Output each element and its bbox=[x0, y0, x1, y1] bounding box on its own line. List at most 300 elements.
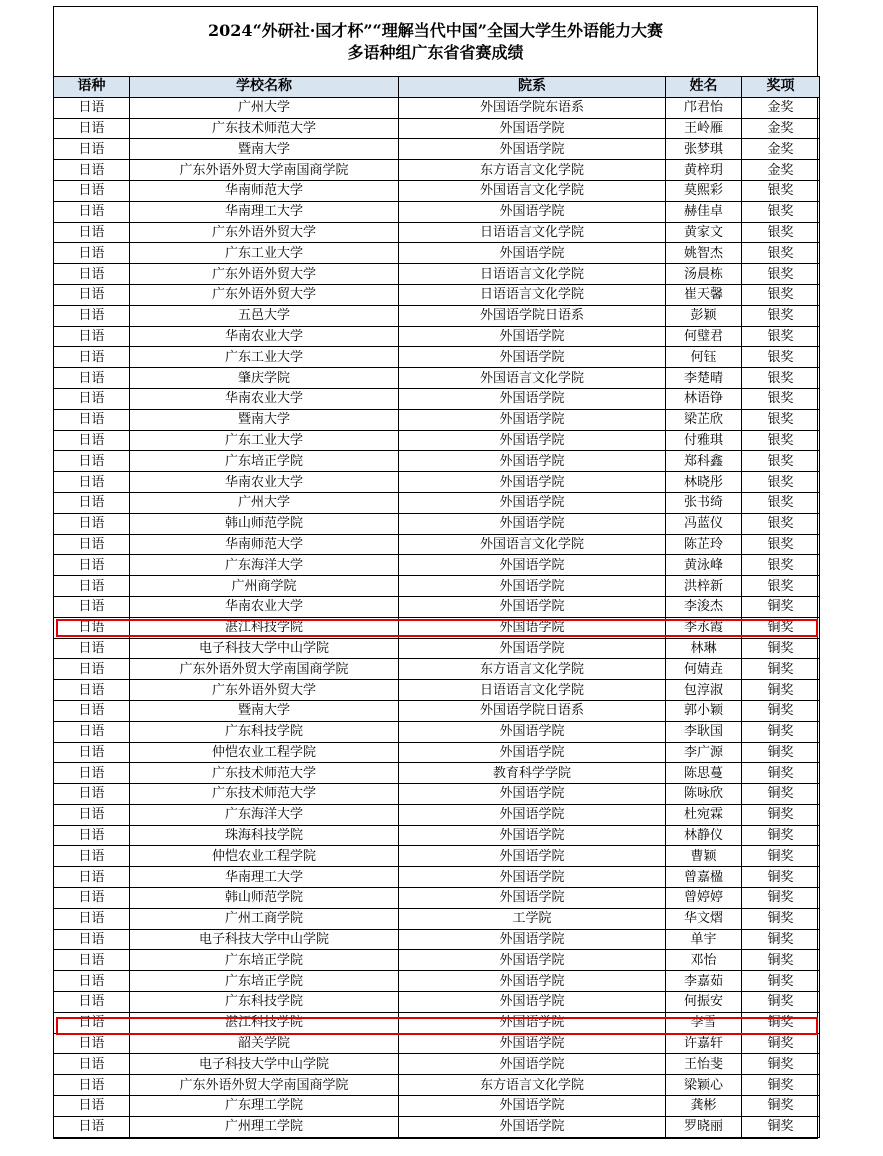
cell-school: 暨南大学 bbox=[130, 139, 399, 160]
cell-name: 邝君怡 bbox=[666, 97, 742, 118]
table-row bbox=[54, 1033, 820, 1054]
table-row bbox=[54, 1116, 820, 1137]
table-row bbox=[54, 992, 820, 1013]
cell-name: 张书绮 bbox=[666, 492, 742, 513]
title-line-1: 2024“外研社·国才杯”“理解当代中国”全国大学生外语能力大赛 bbox=[208, 21, 663, 40]
cell-name: 邓怡 bbox=[666, 950, 742, 971]
table-row bbox=[54, 264, 820, 285]
table-row bbox=[54, 368, 820, 389]
cell-award: 铜奖 bbox=[742, 804, 820, 825]
cell-school: 韩山师范学院 bbox=[130, 513, 399, 534]
cell-school: 广东工业大学 bbox=[130, 243, 399, 264]
cell-school: 广东技术师范大学 bbox=[130, 784, 399, 805]
cell-name: 李嘉茹 bbox=[666, 971, 742, 992]
cell-school: 华南农业大学 bbox=[130, 596, 399, 617]
cell-award: 铜奖 bbox=[742, 971, 820, 992]
cell-name: 李浚杰 bbox=[666, 596, 742, 617]
cell-language: 日语 bbox=[54, 284, 130, 305]
cell-award: 银奖 bbox=[742, 513, 820, 534]
cell-award: 铜奖 bbox=[742, 825, 820, 846]
cell-school: 暨南大学 bbox=[130, 700, 399, 721]
cell-award: 铜奖 bbox=[742, 908, 820, 929]
cell-department: 外国语学院 bbox=[399, 638, 666, 659]
cell-award: 金奖 bbox=[742, 118, 820, 139]
cell-department: 外国语学院 bbox=[399, 888, 666, 909]
cell-department: 外国语学院 bbox=[399, 388, 666, 409]
cell-award: 铜奖 bbox=[742, 1012, 820, 1033]
cell-name: 莫熙彩 bbox=[666, 180, 742, 201]
table-body bbox=[54, 97, 820, 1137]
cell-award: 银奖 bbox=[742, 347, 820, 368]
header-school: 学校名称 bbox=[130, 77, 399, 98]
cell-award: 银奖 bbox=[742, 368, 820, 389]
table-row bbox=[54, 305, 820, 326]
cell-language: 日语 bbox=[54, 929, 130, 950]
cell-name: 许嘉轩 bbox=[666, 1033, 742, 1054]
cell-name: 付雅琪 bbox=[666, 430, 742, 451]
cell-name: 李雪 bbox=[666, 1012, 742, 1033]
cell-award: 铜奖 bbox=[742, 1033, 820, 1054]
cell-award: 银奖 bbox=[742, 534, 820, 555]
cell-department: 日语语言文化学院 bbox=[399, 264, 666, 285]
cell-award: 铜奖 bbox=[742, 1075, 820, 1096]
cell-language: 日语 bbox=[54, 1075, 130, 1096]
cell-department: 教育科学学院 bbox=[399, 763, 666, 784]
cell-award: 银奖 bbox=[742, 201, 820, 222]
cell-department: 外国语学院 bbox=[399, 409, 666, 430]
table-row bbox=[54, 950, 820, 971]
cell-language: 日语 bbox=[54, 180, 130, 201]
cell-school: 广州工商学院 bbox=[130, 908, 399, 929]
table-row bbox=[54, 659, 820, 680]
cell-department: 外国语学院 bbox=[399, 347, 666, 368]
cell-language: 日语 bbox=[54, 846, 130, 867]
table-row bbox=[54, 388, 820, 409]
cell-name: 王怡斐 bbox=[666, 1054, 742, 1075]
cell-school: 广州商学院 bbox=[130, 576, 399, 597]
cell-award: 银奖 bbox=[742, 180, 820, 201]
cell-name: 曾嘉楹 bbox=[666, 867, 742, 888]
cell-name: 黄泳峰 bbox=[666, 555, 742, 576]
cell-school: 广东工业大学 bbox=[130, 347, 399, 368]
cell-award: 铜奖 bbox=[742, 1096, 820, 1117]
cell-department: 外国语学院 bbox=[399, 596, 666, 617]
cell-name: 曹颖 bbox=[666, 846, 742, 867]
header-language: 语种 bbox=[54, 77, 130, 98]
cell-department: 外国语学院日语系 bbox=[399, 700, 666, 721]
cell-award: 银奖 bbox=[742, 409, 820, 430]
cell-language: 日语 bbox=[54, 222, 130, 243]
cell-name: 张梦琪 bbox=[666, 139, 742, 160]
cell-language: 日语 bbox=[54, 118, 130, 139]
table-row bbox=[54, 409, 820, 430]
cell-school: 电子科技大学中山学院 bbox=[130, 1054, 399, 1075]
cell-name: 冯蓝仪 bbox=[666, 513, 742, 534]
cell-school: 广东外语外贸大学 bbox=[130, 264, 399, 285]
cell-department: 外国语学院 bbox=[399, 867, 666, 888]
cell-name: 彭颖 bbox=[666, 305, 742, 326]
cell-language: 日语 bbox=[54, 742, 130, 763]
table-row bbox=[54, 1096, 820, 1117]
title-line-2: 多语种组广东省省赛成绩 bbox=[347, 43, 524, 62]
table-row bbox=[54, 700, 820, 721]
cell-department: 外国语学院 bbox=[399, 513, 666, 534]
cell-name: 李楚晴 bbox=[666, 368, 742, 389]
cell-name: 洪梓新 bbox=[666, 576, 742, 597]
cell-department: 外国语学院 bbox=[399, 784, 666, 805]
cell-award: 铜奖 bbox=[742, 763, 820, 784]
table-row bbox=[54, 1054, 820, 1075]
cell-award: 银奖 bbox=[742, 576, 820, 597]
cell-school: 电子科技大学中山学院 bbox=[130, 638, 399, 659]
table-row bbox=[54, 680, 820, 701]
cell-award: 铜奖 bbox=[742, 721, 820, 742]
cell-name: 黄家文 bbox=[666, 222, 742, 243]
cell-language: 日语 bbox=[54, 430, 130, 451]
cell-department: 外国语学院 bbox=[399, 721, 666, 742]
cell-school: 广州理工学院 bbox=[130, 1116, 399, 1137]
cell-department: 外国语学院 bbox=[399, 139, 666, 160]
table-row bbox=[54, 555, 820, 576]
cell-language: 日语 bbox=[54, 617, 130, 638]
cell-award: 铜奖 bbox=[742, 929, 820, 950]
cell-department: 外国语学院 bbox=[399, 451, 666, 472]
cell-department: 外国语言文化学院 bbox=[399, 180, 666, 201]
cell-department: 外国语学院日语系 bbox=[399, 305, 666, 326]
cell-award: 铜奖 bbox=[742, 950, 820, 971]
cell-language: 日语 bbox=[54, 139, 130, 160]
cell-name: 梁颖心 bbox=[666, 1075, 742, 1096]
cell-name: 单宇 bbox=[666, 929, 742, 950]
cell-name: 何璧君 bbox=[666, 326, 742, 347]
cell-department: 外国语学院 bbox=[399, 555, 666, 576]
cell-department: 外国语学院 bbox=[399, 472, 666, 493]
cell-language: 日语 bbox=[54, 1012, 130, 1033]
cell-department: 日语语言文化学院 bbox=[399, 222, 666, 243]
table-row bbox=[54, 784, 820, 805]
cell-language: 日语 bbox=[54, 659, 130, 680]
cell-award: 银奖 bbox=[742, 388, 820, 409]
cell-name: 龚彬 bbox=[666, 1096, 742, 1117]
cell-language: 日语 bbox=[54, 680, 130, 701]
cell-award: 银奖 bbox=[742, 555, 820, 576]
cell-school: 广东技术师范大学 bbox=[130, 763, 399, 784]
cell-department: 外国语学院 bbox=[399, 1096, 666, 1117]
cell-language: 日语 bbox=[54, 1033, 130, 1054]
cell-school: 广东外语外贸大学南国商学院 bbox=[130, 659, 399, 680]
cell-department: 东方语言文化学院 bbox=[399, 659, 666, 680]
cell-award: 银奖 bbox=[742, 430, 820, 451]
cell-name: 林琳 bbox=[666, 638, 742, 659]
cell-award: 铜奖 bbox=[742, 680, 820, 701]
header-award: 奖项 bbox=[742, 77, 820, 98]
cell-language: 日语 bbox=[54, 243, 130, 264]
cell-school: 华南农业大学 bbox=[130, 326, 399, 347]
cell-department: 东方语言文化学院 bbox=[399, 1075, 666, 1096]
cell-award: 铜奖 bbox=[742, 700, 820, 721]
table-row bbox=[54, 430, 820, 451]
cell-department: 外国语学院 bbox=[399, 1116, 666, 1137]
cell-name: 崔天馨 bbox=[666, 284, 742, 305]
table-row bbox=[54, 908, 820, 929]
cell-department: 外国语学院 bbox=[399, 430, 666, 451]
cell-school: 华南师范大学 bbox=[130, 534, 399, 555]
cell-language: 日语 bbox=[54, 368, 130, 389]
cell-name: 汤晨栋 bbox=[666, 264, 742, 285]
table-row bbox=[54, 721, 820, 742]
document-title bbox=[54, 7, 817, 76]
cell-language: 日语 bbox=[54, 472, 130, 493]
cell-school: 广东外语外贸大学南国商学院 bbox=[130, 1075, 399, 1096]
cell-language: 日语 bbox=[54, 555, 130, 576]
cell-school: 广东外语外贸大学 bbox=[130, 222, 399, 243]
cell-award: 银奖 bbox=[742, 284, 820, 305]
cell-name: 林静仪 bbox=[666, 825, 742, 846]
cell-name: 林晓彤 bbox=[666, 472, 742, 493]
cell-award: 铜奖 bbox=[742, 1116, 820, 1137]
cell-name: 何振安 bbox=[666, 992, 742, 1013]
cell-school: 广东理工学院 bbox=[130, 1096, 399, 1117]
cell-department: 外国语学院 bbox=[399, 243, 666, 264]
cell-department: 外国语学院 bbox=[399, 929, 666, 950]
cell-language: 日语 bbox=[54, 804, 130, 825]
cell-award: 银奖 bbox=[742, 472, 820, 493]
cell-department: 外国语学院 bbox=[399, 326, 666, 347]
cell-name: 杜宛霖 bbox=[666, 804, 742, 825]
cell-award: 铜奖 bbox=[742, 867, 820, 888]
table-row bbox=[54, 97, 820, 118]
table-row bbox=[54, 763, 820, 784]
cell-name: 包淳淑 bbox=[666, 680, 742, 701]
cell-department: 外国语学院 bbox=[399, 1054, 666, 1075]
cell-language: 日语 bbox=[54, 971, 130, 992]
cell-award: 银奖 bbox=[742, 492, 820, 513]
cell-school: 广东培正学院 bbox=[130, 971, 399, 992]
cell-name: 姚智杰 bbox=[666, 243, 742, 264]
cell-name: 李永霞 bbox=[666, 617, 742, 638]
cell-school: 仲恺农业工程学院 bbox=[130, 742, 399, 763]
table-row bbox=[54, 534, 820, 555]
highlight-box bbox=[56, 619, 818, 637]
table-row bbox=[54, 139, 820, 160]
cell-department: 外国语学院 bbox=[399, 742, 666, 763]
cell-department: 外国语学院 bbox=[399, 950, 666, 971]
cell-language: 日语 bbox=[54, 992, 130, 1013]
cell-award: 铜奖 bbox=[742, 846, 820, 867]
cell-award: 铜奖 bbox=[742, 596, 820, 617]
table-row bbox=[54, 492, 820, 513]
cell-name: 李广源 bbox=[666, 742, 742, 763]
cell-language: 日语 bbox=[54, 638, 130, 659]
table-row bbox=[54, 513, 820, 534]
cell-language: 日语 bbox=[54, 201, 130, 222]
table-row bbox=[54, 825, 820, 846]
table-row bbox=[54, 201, 820, 222]
header-name: 姓名 bbox=[666, 77, 742, 98]
cell-name: 曾婷婷 bbox=[666, 888, 742, 909]
cell-award: 铜奖 bbox=[742, 784, 820, 805]
cell-department: 外国语学院 bbox=[399, 118, 666, 139]
cell-language: 日语 bbox=[54, 763, 130, 784]
cell-school: 广东外语外贸大学 bbox=[130, 284, 399, 305]
cell-school: 华南理工大学 bbox=[130, 867, 399, 888]
table-row bbox=[54, 888, 820, 909]
table-row bbox=[54, 804, 820, 825]
table-row bbox=[54, 243, 820, 264]
cell-department: 外国语言文化学院 bbox=[399, 368, 666, 389]
cell-language: 日语 bbox=[54, 451, 130, 472]
results-table bbox=[53, 76, 820, 1138]
table-row bbox=[54, 472, 820, 493]
cell-department: 外国语学院 bbox=[399, 846, 666, 867]
cell-award: 银奖 bbox=[742, 451, 820, 472]
highlight-box bbox=[56, 1017, 818, 1035]
table-row bbox=[54, 867, 820, 888]
cell-language: 日语 bbox=[54, 534, 130, 555]
header-row bbox=[54, 77, 820, 98]
cell-language: 日语 bbox=[54, 950, 130, 971]
cell-department: 日语语言文化学院 bbox=[399, 284, 666, 305]
cell-school: 暨南大学 bbox=[130, 409, 399, 430]
cell-department: 外国语学院 bbox=[399, 1033, 666, 1054]
cell-award: 金奖 bbox=[742, 97, 820, 118]
cell-language: 日语 bbox=[54, 888, 130, 909]
cell-language: 日语 bbox=[54, 1116, 130, 1137]
cell-school: 华南农业大学 bbox=[130, 472, 399, 493]
cell-language: 日语 bbox=[54, 908, 130, 929]
cell-award: 铜奖 bbox=[742, 742, 820, 763]
table-row bbox=[54, 160, 820, 181]
table-row bbox=[54, 638, 820, 659]
cell-school: 湛江科技学院 bbox=[130, 617, 399, 638]
cell-language: 日语 bbox=[54, 264, 130, 285]
cell-school: 湛江科技学院 bbox=[130, 1012, 399, 1033]
table-row bbox=[54, 596, 820, 617]
cell-school: 仲恺农业工程学院 bbox=[130, 846, 399, 867]
cell-name: 陈咏欣 bbox=[666, 784, 742, 805]
cell-school: 广东海洋大学 bbox=[130, 555, 399, 576]
cell-name: 赫佳卓 bbox=[666, 201, 742, 222]
cell-language: 日语 bbox=[54, 409, 130, 430]
cell-award: 金奖 bbox=[742, 160, 820, 181]
cell-department: 日语语言文化学院 bbox=[399, 680, 666, 701]
cell-award: 银奖 bbox=[742, 326, 820, 347]
cell-award: 铜奖 bbox=[742, 992, 820, 1013]
cell-name: 陈芷玲 bbox=[666, 534, 742, 555]
cell-language: 日语 bbox=[54, 1096, 130, 1117]
cell-school: 广东科技学院 bbox=[130, 721, 399, 742]
cell-award: 铜奖 bbox=[742, 888, 820, 909]
table-row bbox=[54, 846, 820, 867]
cell-school: 广东海洋大学 bbox=[130, 804, 399, 825]
cell-department: 外国语学院 bbox=[399, 804, 666, 825]
cell-school: 广东培正学院 bbox=[130, 950, 399, 971]
cell-department: 外国语学院东语系 bbox=[399, 97, 666, 118]
cell-school: 电子科技大学中山学院 bbox=[130, 929, 399, 950]
cell-department: 外国语学院 bbox=[399, 825, 666, 846]
cell-school: 广东外语外贸大学南国商学院 bbox=[130, 160, 399, 181]
cell-department: 外国语学院 bbox=[399, 492, 666, 513]
cell-language: 日语 bbox=[54, 576, 130, 597]
cell-school: 广东培正学院 bbox=[130, 451, 399, 472]
cell-award: 金奖 bbox=[742, 139, 820, 160]
cell-school: 广东科技学院 bbox=[130, 992, 399, 1013]
cell-department: 东方语言文化学院 bbox=[399, 160, 666, 181]
cell-name: 陈思蔓 bbox=[666, 763, 742, 784]
table-row bbox=[54, 222, 820, 243]
cell-name: 梁芷欣 bbox=[666, 409, 742, 430]
cell-language: 日语 bbox=[54, 825, 130, 846]
cell-school: 华南师范大学 bbox=[130, 180, 399, 201]
cell-name: 林语铮 bbox=[666, 388, 742, 409]
cell-school: 珠海科技学院 bbox=[130, 825, 399, 846]
cell-name: 黄梓玥 bbox=[666, 160, 742, 181]
table-row bbox=[54, 326, 820, 347]
table-row bbox=[54, 180, 820, 201]
table-row bbox=[54, 742, 820, 763]
cell-language: 日语 bbox=[54, 700, 130, 721]
cell-department: 外国语学院 bbox=[399, 576, 666, 597]
cell-award: 银奖 bbox=[742, 222, 820, 243]
cell-school: 广东外语外贸大学 bbox=[130, 680, 399, 701]
cell-award: 铜奖 bbox=[742, 617, 820, 638]
cell-language: 日语 bbox=[54, 492, 130, 513]
cell-department: 外国语学院 bbox=[399, 201, 666, 222]
cell-school: 韶关学院 bbox=[130, 1033, 399, 1054]
cell-award: 铜奖 bbox=[742, 1054, 820, 1075]
cell-language: 日语 bbox=[54, 596, 130, 617]
cell-award: 铜奖 bbox=[742, 638, 820, 659]
table-row bbox=[54, 118, 820, 139]
cell-department: 外国语学院 bbox=[399, 992, 666, 1013]
cell-school: 肇庆学院 bbox=[130, 368, 399, 389]
cell-department: 外国语学院 bbox=[399, 1012, 666, 1033]
cell-school: 广州大学 bbox=[130, 97, 399, 118]
table-row bbox=[54, 576, 820, 597]
cell-name: 何钰 bbox=[666, 347, 742, 368]
cell-school: 华南理工大学 bbox=[130, 201, 399, 222]
cell-language: 日语 bbox=[54, 347, 130, 368]
cell-language: 日语 bbox=[54, 160, 130, 181]
cell-department: 外国语言文化学院 bbox=[399, 534, 666, 555]
cell-award: 银奖 bbox=[742, 305, 820, 326]
cell-school: 华南农业大学 bbox=[130, 388, 399, 409]
cell-name: 王岭雁 bbox=[666, 118, 742, 139]
cell-school: 五邑大学 bbox=[130, 305, 399, 326]
cell-school: 广州大学 bbox=[130, 492, 399, 513]
cell-name: 郭小颖 bbox=[666, 700, 742, 721]
cell-name: 罗晓丽 bbox=[666, 1116, 742, 1137]
cell-award: 银奖 bbox=[742, 264, 820, 285]
table-row bbox=[54, 284, 820, 305]
cell-language: 日语 bbox=[54, 388, 130, 409]
cell-award: 银奖 bbox=[742, 243, 820, 264]
cell-language: 日语 bbox=[54, 784, 130, 805]
cell-department: 外国语学院 bbox=[399, 971, 666, 992]
table-row bbox=[54, 1075, 820, 1096]
table-row bbox=[54, 929, 820, 950]
cell-language: 日语 bbox=[54, 305, 130, 326]
table-row bbox=[54, 971, 820, 992]
cell-school: 广东工业大学 bbox=[130, 430, 399, 451]
cell-name: 郑科鑫 bbox=[666, 451, 742, 472]
cell-department: 外国语学院 bbox=[399, 617, 666, 638]
cell-language: 日语 bbox=[54, 721, 130, 742]
cell-language: 日语 bbox=[54, 1054, 130, 1075]
cell-name: 李耿国 bbox=[666, 721, 742, 742]
cell-school: 广东技术师范大学 bbox=[130, 118, 399, 139]
cell-name: 华文熠 bbox=[666, 908, 742, 929]
